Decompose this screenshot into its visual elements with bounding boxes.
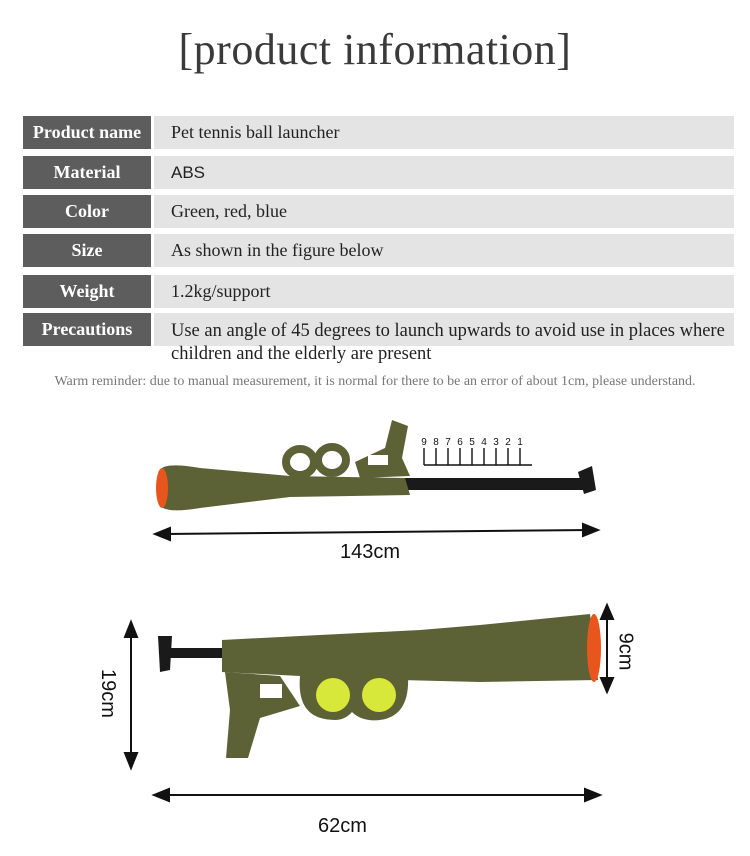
spec-value: As shown in the figure below <box>154 234 734 267</box>
spec-value: Pet tennis ball launcher <box>154 116 734 149</box>
length-folded-label: 62cm <box>318 815 367 837</box>
warm-reminder: Warm reminder: due to manual measurement, it is normal for there to be an error of about 1cm, please understand. <box>54 374 696 389</box>
height-label: 19cm <box>96 669 119 718</box>
launcher-extended-image <box>156 420 596 510</box>
scale-mark: 1 <box>517 437 523 448</box>
precautions-text: Use an angle of 45 degrees to launch upwards to avoid use in places where children and the elderly are present <box>171 321 725 364</box>
diameter-arrow <box>601 605 613 692</box>
scale-mark: 3 <box>493 437 499 448</box>
launcher-folded-image <box>158 614 601 758</box>
page-title: [product information] <box>178 25 572 74</box>
spec-label: Weight <box>23 275 151 308</box>
scale-mark: 4 <box>481 437 487 448</box>
scale-mark: 8 <box>433 437 439 448</box>
spec-value: 1.2kg/support <box>154 275 734 308</box>
scale-mark: 5 <box>469 437 475 448</box>
scale-mark: 2 <box>505 437 511 448</box>
scale-mark: 9 <box>421 437 427 448</box>
length-folded-arrow <box>154 789 600 801</box>
height-arrow <box>125 622 137 768</box>
spec-label: Precautions <box>23 313 151 346</box>
spec-value: Green, red, blue <box>154 195 734 228</box>
scale-mark: 6 <box>457 437 463 448</box>
spec-label: Size <box>23 234 151 267</box>
diameter-label: 9cm <box>614 632 637 671</box>
spec-value: ABS <box>154 156 734 189</box>
spec-label: Color <box>23 195 151 228</box>
spec-label: Product name <box>23 116 151 149</box>
scale-mark: 7 <box>445 437 451 448</box>
length-extended-arrow <box>155 524 598 540</box>
length-extended-label: 143cm <box>340 541 401 563</box>
spec-label: Material <box>23 156 151 189</box>
